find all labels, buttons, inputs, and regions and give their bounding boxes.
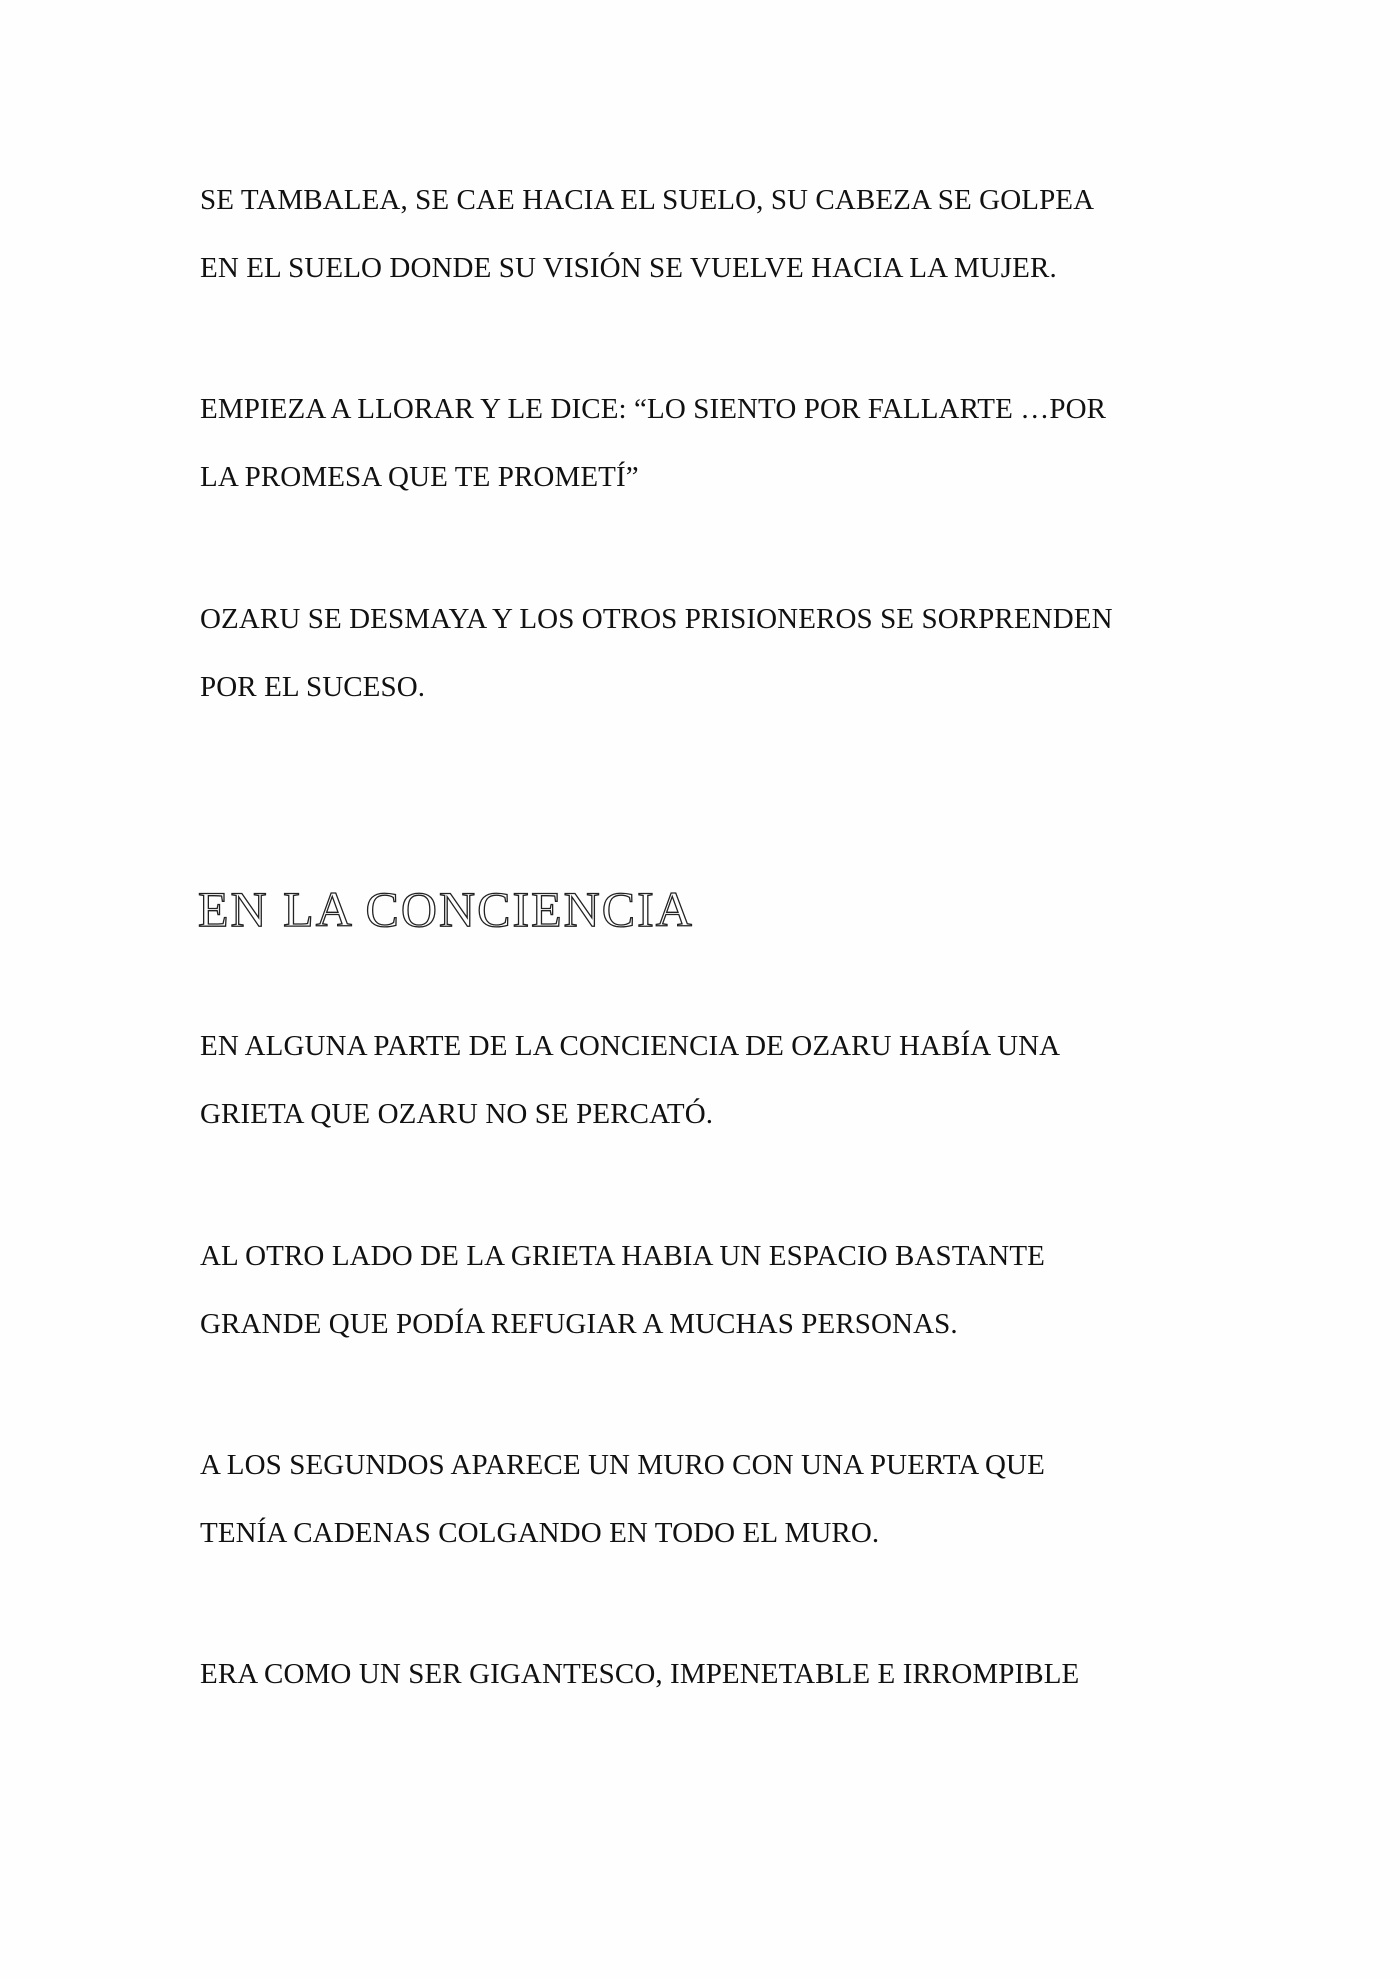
- paragraph-line: TENÍA CADENAS COLGANDO EN TODO EL MURO.: [200, 1517, 880, 1549]
- paragraph-line: ERA COMO UN SER GIGANTESCO, IMPENETABLE E IRROMPIBLE: [200, 1658, 1080, 1690]
- paragraph-line: POR EL SUCESO.: [200, 671, 426, 703]
- paragraph-line: LA PROMESA QUE TE PROMETÍ”: [200, 461, 639, 493]
- paragraph-line: AL OTRO LADO DE LA GRIETA HABIA UN ESPACIO BASTANTE: [200, 1240, 1045, 1272]
- paragraph-line: GRANDE QUE PODÍA REFUGIAR A MUCHAS PERSONAS.: [200, 1308, 958, 1340]
- paragraph-line: OZARU SE DESMAYA Y LOS OTROS PRISIONEROS SE SORPRENDEN: [200, 603, 1113, 635]
- paragraph-line: EN ALGUNA PARTE DE LA CONCIENCIA DE OZARU HABÍA UNA: [200, 1030, 1061, 1062]
- paragraph-line: A LOS SEGUNDOS APARECE UN MURO CON UNA PUERTA QUE: [200, 1449, 1045, 1481]
- paragraph-line: GRIETA QUE OZARU NO SE PERCATÓ.: [200, 1098, 714, 1130]
- paragraph-line: SE TAMBALEA, SE CAE HACIA EL SUELO, SU CABEZA SE GOLPEA: [200, 184, 1095, 216]
- paragraph-line: EMPIEZA A LLORAR Y LE DICE: “LO SIENTO POR FALLARTE …POR: [200, 393, 1107, 425]
- section-heading: EN LA CONCIENCIA: [198, 881, 694, 937]
- paragraph-line: EN EL SUELO DONDE SU VISIÓN SE VUELVE HACIA LA MUJER.: [200, 252, 1057, 284]
